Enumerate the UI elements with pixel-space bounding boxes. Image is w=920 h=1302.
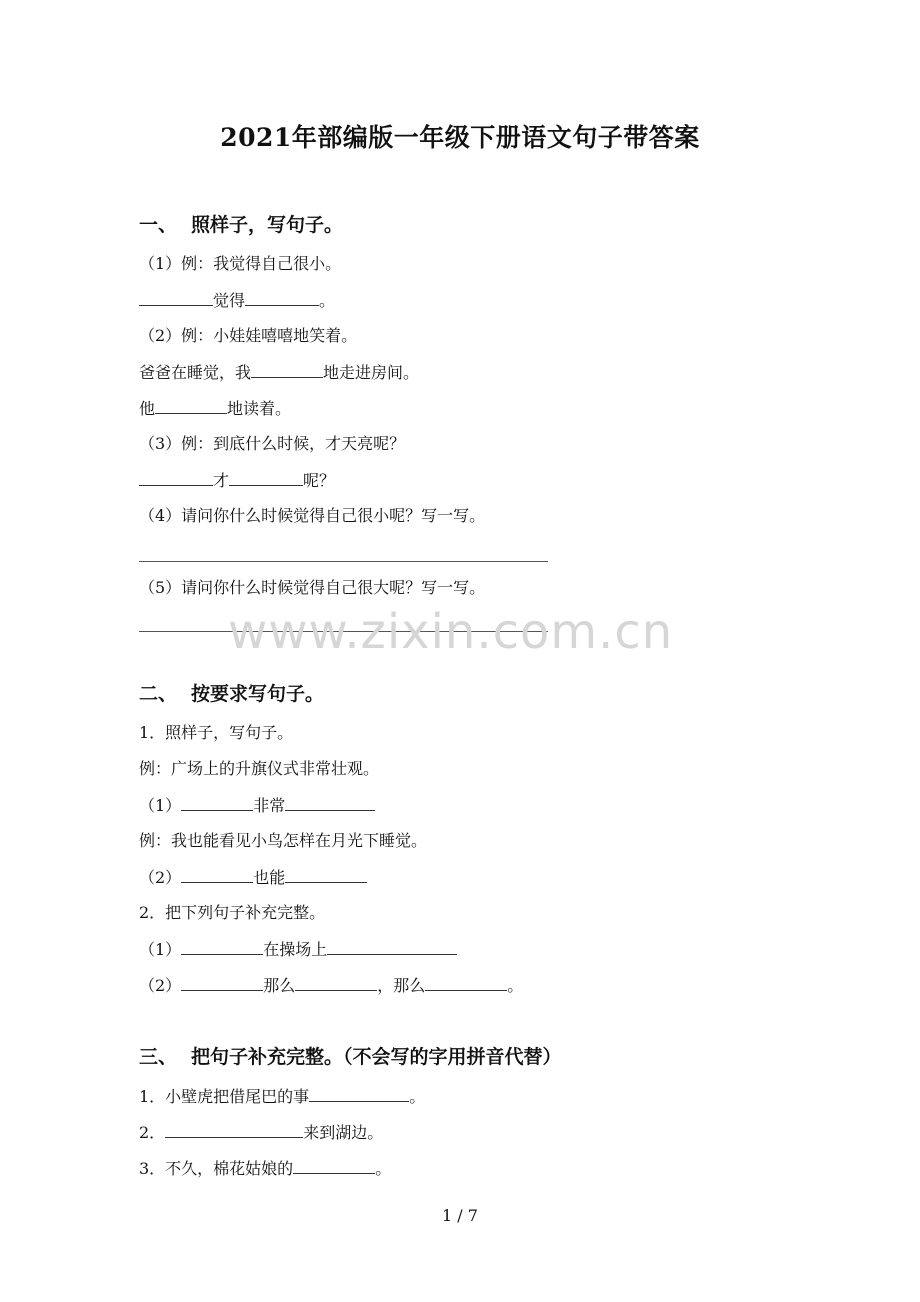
- question-line: （5）请问你什么时候觉得自己很大呢？写一写。: [139, 578, 486, 597]
- question-line: （4）请问你什么时候觉得自己很小呢？写一写。: [139, 506, 486, 525]
- blank[interactable]: [285, 795, 375, 811]
- question-line: （1） 在操场上: [139, 939, 457, 960]
- question-line: 他 地读着。: [139, 399, 292, 418]
- blank[interactable]: [181, 867, 253, 883]
- question-line: 2． 来到湖边。: [139, 1123, 384, 1142]
- blank[interactable]: [229, 470, 303, 486]
- question-line: 才 呢？: [139, 470, 335, 491]
- blank[interactable]: [245, 290, 319, 306]
- question-line: 1．照样子，写句子。: [139, 723, 294, 742]
- question-line: 觉得 。: [139, 290, 335, 311]
- page-number: 1 / 7: [442, 1206, 478, 1225]
- blank[interactable]: [425, 975, 507, 991]
- blank[interactable]: [285, 867, 367, 883]
- blank[interactable]: [139, 290, 213, 306]
- question-line: （2） 也能: [139, 867, 367, 888]
- section-title: 照样子，写句子。: [191, 214, 344, 236]
- section-2-heading: [139, 679, 324, 706]
- blank[interactable]: [155, 398, 227, 414]
- question-line: 1．小壁虎把借尾巴的事 。: [139, 1087, 426, 1106]
- blank[interactable]: [295, 975, 377, 991]
- blank[interactable]: [165, 1122, 303, 1138]
- section-number: 三、: [139, 1046, 178, 1068]
- blank[interactable]: [139, 470, 213, 486]
- question-line: （3）例：到底什么时候，才天亮呢？: [139, 434, 406, 453]
- blank[interactable]: [293, 1158, 375, 1174]
- question-line: 2．把下列句子补充完整。: [139, 903, 326, 922]
- question-line: 3．不久，棉花姑娘的 。: [139, 1159, 392, 1178]
- section-3-heading: [139, 1042, 562, 1069]
- question-line: （1）例：我觉得自己很小。: [139, 254, 342, 273]
- question-line: （1） 非常: [139, 795, 375, 816]
- question-line: （2） 那么 ，那么 。: [139, 976, 524, 995]
- section-number: 一、: [139, 214, 178, 236]
- blank[interactable]: [181, 975, 263, 991]
- section-title: 把句子补充完整。（不会写的字用拼音代替）: [191, 1046, 562, 1068]
- question-line: 例：我也能看见小鸟怎样在月光下睡觉。: [139, 831, 428, 850]
- blank[interactable]: [309, 1086, 409, 1102]
- blank[interactable]: [251, 362, 323, 378]
- question-line: 例：广场上的升旗仪式非常壮观。: [139, 759, 380, 778]
- section-1-heading: [139, 210, 343, 237]
- watermark: www.zixin.com.cn: [228, 604, 674, 660]
- document-title: 2021年部编版一年级下册语文句子带答案: [220, 123, 700, 152]
- question-line: （2）例：小娃娃嘻嘻地笑着。: [139, 326, 358, 345]
- blank[interactable]: [327, 939, 457, 955]
- question-line: 爸爸在睡觉，我 地走进房间。: [139, 363, 420, 382]
- blank[interactable]: [181, 795, 253, 811]
- blank[interactable]: [181, 939, 263, 955]
- section-title: 按要求写句子。: [191, 683, 325, 705]
- section-number: 二、: [139, 683, 178, 705]
- answer-line[interactable]: [139, 561, 548, 562]
